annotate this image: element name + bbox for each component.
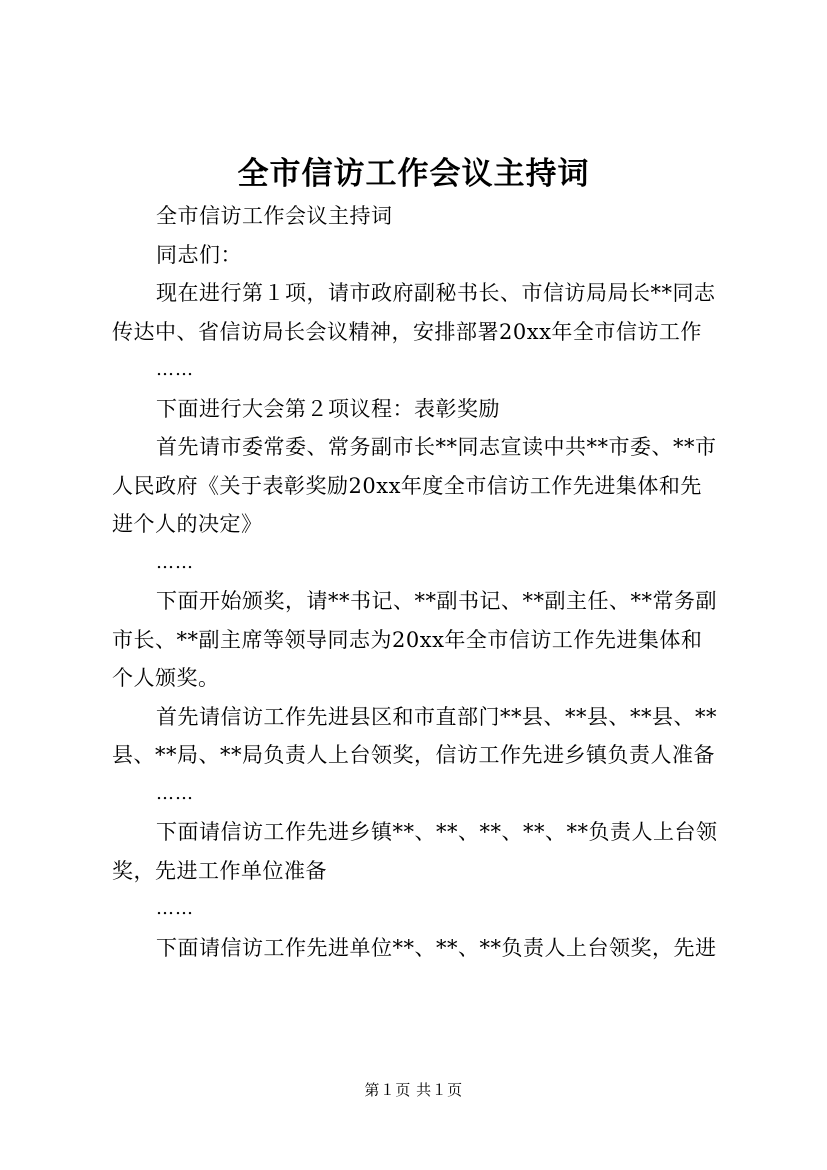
body-line: 传达中、省信访局长会议精神，安排部署20xx年全市信访工作: [112, 319, 702, 344]
body-line: 首先请信访工作先进县区和市直部门**县、**县、**县、**: [156, 704, 717, 729]
body-line: 县、**局、**局负责人上台领奖，信访工作先进乡镇负责人准备: [112, 743, 715, 767]
body-line: 首先请市委常委、常务副市长**同志宣读中共**市委、**市: [156, 435, 717, 459]
ellipsis-line: ……: [156, 898, 194, 919]
ellipsis-line: ……: [156, 359, 194, 380]
body-line: 奖，先进工作单位准备: [112, 858, 327, 883]
body-line: 下面进行大会第２项议程：表彰奖励: [156, 396, 500, 421]
body-line: 个人颁奖。: [112, 666, 220, 690]
body-line: 现在进行第１项，请市政府副秘书长、市信访局局长**同志: [156, 281, 716, 305]
body-line: 下面开始颁奖，请**书记、**副书记、**副主任、**常务副: [156, 589, 717, 613]
body-line-subtitle: 全市信访工作会议主持词: [156, 204, 393, 228]
body-line: 下面请信访工作先进乡镇**、**、**、**、**负责人上台领: [156, 820, 718, 844]
body-line: 市长、**副主席等领导同志为20xx年全市信访工作先进集体和: [112, 627, 703, 652]
page-number-footer: 第１页 共１页: [364, 1081, 463, 1099]
document-title: 全市信访工作会议主持词: [237, 156, 590, 192]
body-line: 下面请信访工作先进单位**、**、**负责人上台领奖，先进: [156, 935, 717, 960]
body-line-greeting: 同志们：: [156, 242, 242, 267]
document-body: [112, 197, 724, 967]
ellipsis-line: ……: [156, 551, 194, 573]
body-line: 人民政府《关于表彰奖励20xx年度全市信访工作先进集体和先: [112, 473, 702, 498]
ellipsis-line: ……: [156, 782, 194, 804]
body-line: 进个人的决定》: [112, 512, 263, 536]
